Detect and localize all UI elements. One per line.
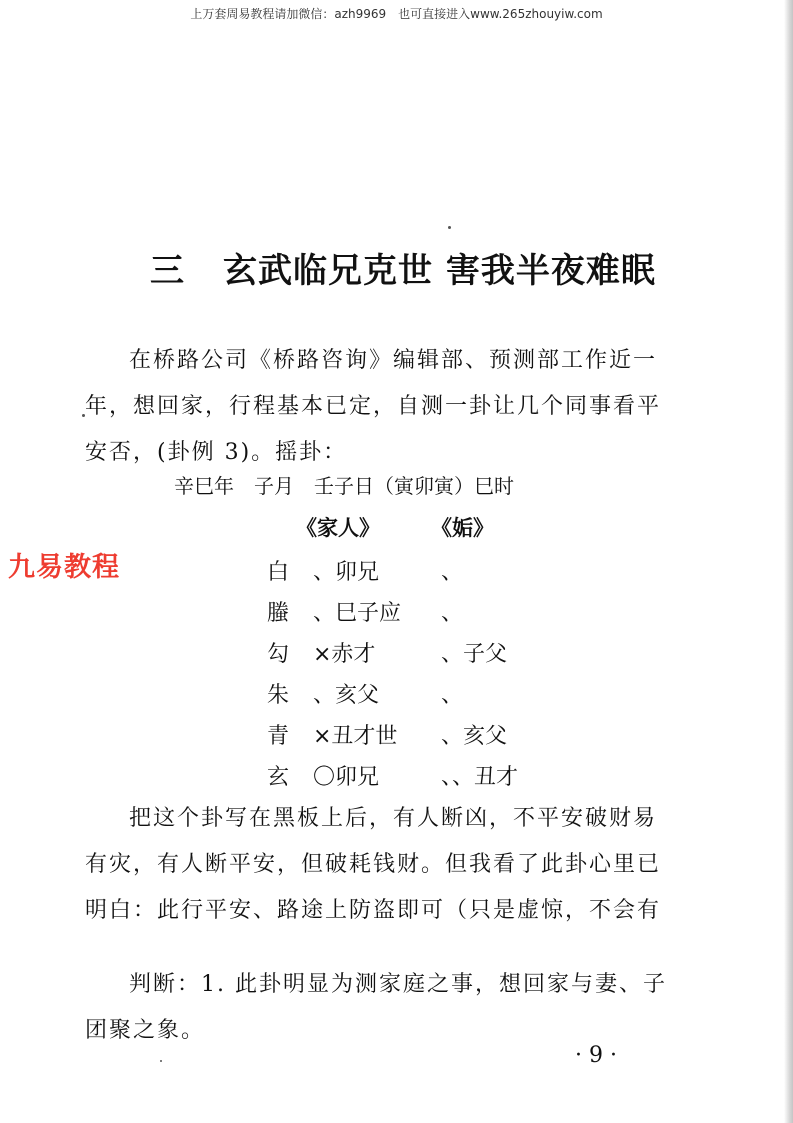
spirit-label: 朱 [267,683,290,708]
spirit-label: 勾 [267,642,290,667]
main-line: 、亥父 [313,683,380,708]
paragraph-analysis: 把这个卦写在黑板上后，有人断凶，不平安破财易有灾，有人断平安，但破耗钱财。但我看了此卦心里已明白：此行平安、路途上防盗即可（只是虚惊，不会有 [85,806,662,923]
main-hexagram-name: 《家人》 [296,516,380,540]
hexagram-line [0,555,793,595]
top-banner: 上万套周易教程请加微信：azh9969 也可直接进入www.265zhouyiw.com [190,7,603,21]
scan-speck [160,1060,162,1062]
watermark-logo: 九易教程 [8,552,120,583]
hexagram-line [0,678,793,718]
changed-hexagram-name: 《姤》 [431,516,494,540]
hexagram-line [0,760,793,800]
paragraph-intro: 在桥路公司《桥路咨询》编辑部、预测部工作近一年，想回家，行程基本已定，自测一卦让几个同事看平安否，(卦例 3)。摇卦： [85,348,662,465]
spirit-label: 玄 [267,765,290,790]
section-title [150,243,656,292]
changed-line: 、、丑才 [441,765,519,790]
main-line: ×赤才 [313,642,376,667]
paragraph-judgement: 判断：1. 此卦明显为测家庭之事，想回家与妻、子团聚之象。 [85,972,667,1043]
section-number: 三 [150,251,185,291]
hexagram-line [0,719,793,759]
spirit-label: 螣 [267,601,290,626]
hexagram-line [0,637,793,677]
spirit-label: 青 [267,724,290,749]
changed-line: 、 [441,560,464,585]
main-line: 〇卯兄 [313,765,380,790]
main-line: ×丑才世 [313,724,398,749]
scan-speck [82,414,85,417]
scan-speck [448,226,451,229]
page-number: · 9 · [575,1043,617,1068]
changed-line: 、子父 [441,642,508,667]
date-line: 辛巳年 子月 壬子日（寅卯寅）巳时 [174,474,514,498]
main-line: 、巳子应 [313,601,402,626]
changed-line: 、 [441,601,464,626]
main-line: 、卯兄 [313,560,380,585]
section-title-text: 玄武临兄克世 害我半夜难眠 [223,251,656,291]
hexagram-line [0,596,793,636]
changed-line: 、亥父 [441,724,508,749]
spirit-label: 白 [267,560,290,585]
changed-line: 、 [441,683,464,708]
